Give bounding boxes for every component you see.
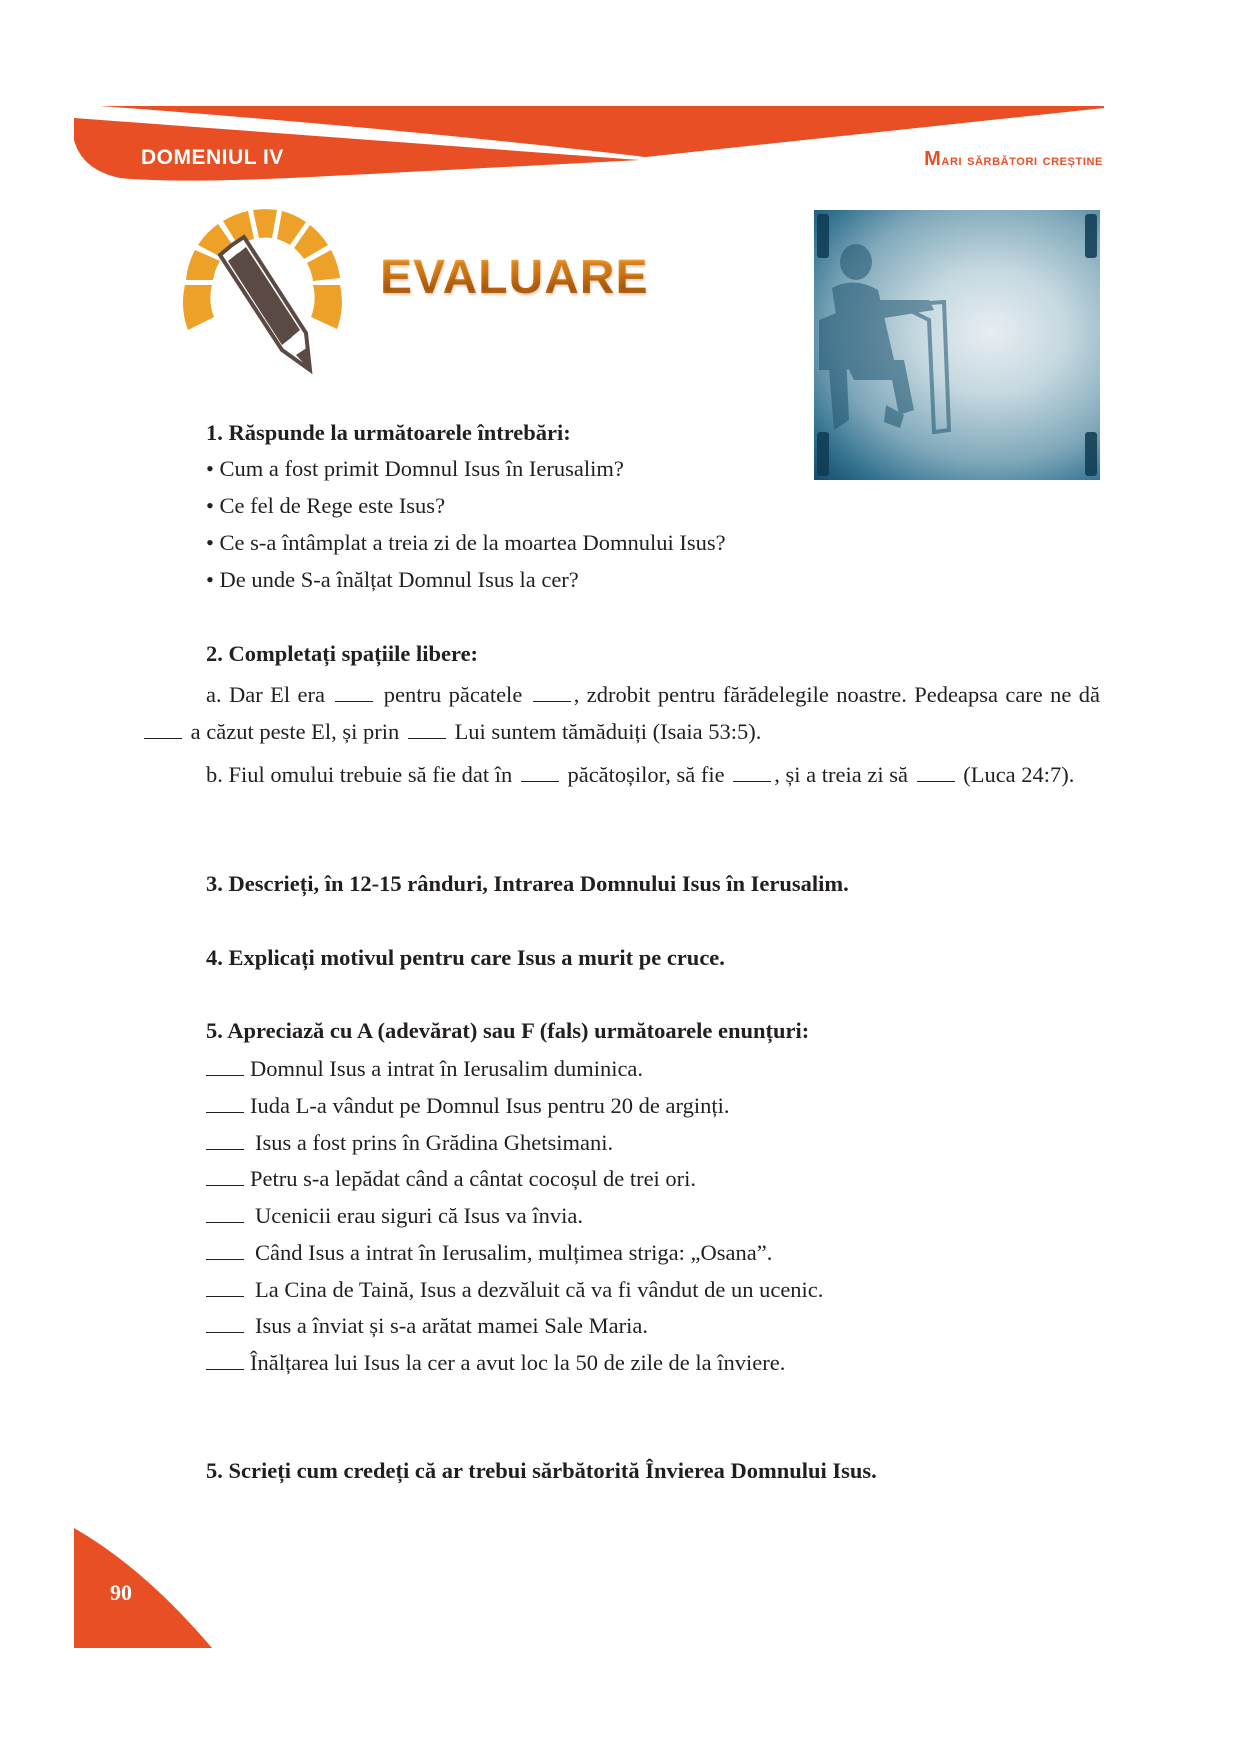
bullet-icon: • — [206, 493, 214, 518]
bullet-icon: • — [206, 530, 214, 555]
fill-blank[interactable] — [408, 722, 446, 739]
q3-title: 3. Descrieți, în 12-15 rânduri, Intrarea Domnului Isus în Ierusalim. — [206, 871, 849, 896]
answer-blank[interactable] — [206, 1316, 244, 1333]
q1-item: • Cum a fost primit Domnul Isus în Ierusalim? — [206, 456, 624, 481]
page-corner-decoration — [74, 1528, 214, 1650]
section-title: EVALUARE — [380, 251, 649, 304]
q2-title: 2. Completați spațiile libere: — [206, 641, 479, 666]
true-false-item: Isus a fost prins în Grădina Ghetsimani. — [206, 1130, 613, 1156]
q5-title: 5. Apreciază cu A (adevărat) sau F (fals) următoarele enunțuri: — [206, 1018, 810, 1043]
true-false-item: Isus a înviat și s-a arătat mamei Sale Maria. — [206, 1313, 648, 1339]
q4-title: 4. Explicați motivul pentru care Isus a murit pe cruce. — [206, 945, 725, 970]
chapter-title-rest: ari sărbători creștine — [941, 152, 1103, 169]
bullet-icon: • — [206, 456, 214, 481]
answer-blank[interactable] — [206, 1243, 244, 1260]
true-false-item: Când Isus a intrat în Ierusalim, mulțimea striga: „Osana”. — [206, 1240, 772, 1266]
q2-item-b: b. Fiul omului trebuie să fie dat în păcătoșilor, să fie , și a treia zi să (Luca 24:7). — [206, 762, 1075, 787]
true-false-item: Petru s-a lepădat când a cântat cocoșul de trei ori. — [206, 1166, 696, 1192]
true-false-item: Ucenicii erau siguri că Isus va învia. — [206, 1203, 583, 1229]
answer-blank[interactable] — [206, 1133, 244, 1150]
fill-blank[interactable] — [335, 685, 373, 702]
answer-blank[interactable] — [206, 1280, 244, 1297]
boy-reading-illustration — [814, 210, 1100, 480]
q1-item: • De unde S-a înălțat Domnul Isus la cer? — [206, 567, 579, 592]
q1-item: • Ce fel de Rege este Isus? — [206, 493, 446, 518]
true-false-item: La Cina de Taină, Isus a dezvăluit că va fi vândut de un ucenic. — [206, 1277, 823, 1303]
q2-item-a: a. Dar El era pentru păcatele , zdrobit pentru fărădelegile noastre. Pedeapsa care ne dă a căzut peste El, și prin Lui suntem tămăduiți (Isaia 53:5). — [141, 676, 1100, 750]
pencil-sun-icon — [180, 205, 345, 375]
fill-blank[interactable] — [521, 765, 559, 782]
answer-blank[interactable] — [206, 1206, 244, 1223]
q1-title: 1. Răspunde la următoarele întrebări: — [206, 420, 571, 445]
true-false-item: Domnul Isus a intrat în Ierusalim duminica. — [206, 1056, 643, 1082]
page-number: 90 — [110, 1580, 132, 1605]
q1-item: • Ce s-a întâmplat a treia zi de la moartea Domnului Isus? — [206, 530, 726, 555]
bullet-icon: • — [206, 567, 214, 592]
answer-blank[interactable] — [206, 1059, 244, 1076]
chapter-title — [924, 148, 1103, 171]
q6-title: 5. Scrieți cum credeți că ar trebui sărbătorită Învierea Domnului Isus. — [206, 1458, 877, 1483]
answer-blank[interactable] — [206, 1353, 244, 1370]
answer-blank[interactable] — [206, 1169, 244, 1186]
chapter-title-initial: M — [924, 148, 942, 170]
page-header — [0, 0, 1240, 200]
fill-blank[interactable] — [917, 765, 955, 782]
fill-blank[interactable] — [733, 765, 771, 782]
fill-blank[interactable] — [533, 685, 571, 702]
true-false-item: Iuda L-a vândut pe Domnul Isus pentru 20 de arginți. — [206, 1093, 729, 1119]
fill-blank[interactable] — [144, 722, 182, 739]
domain-label: DOMENIUL IV — [141, 146, 284, 169]
answer-blank[interactable] — [206, 1096, 244, 1113]
true-false-item: Înălțarea lui Isus la cer a avut loc la 50 de zile de la înviere. — [206, 1350, 785, 1376]
